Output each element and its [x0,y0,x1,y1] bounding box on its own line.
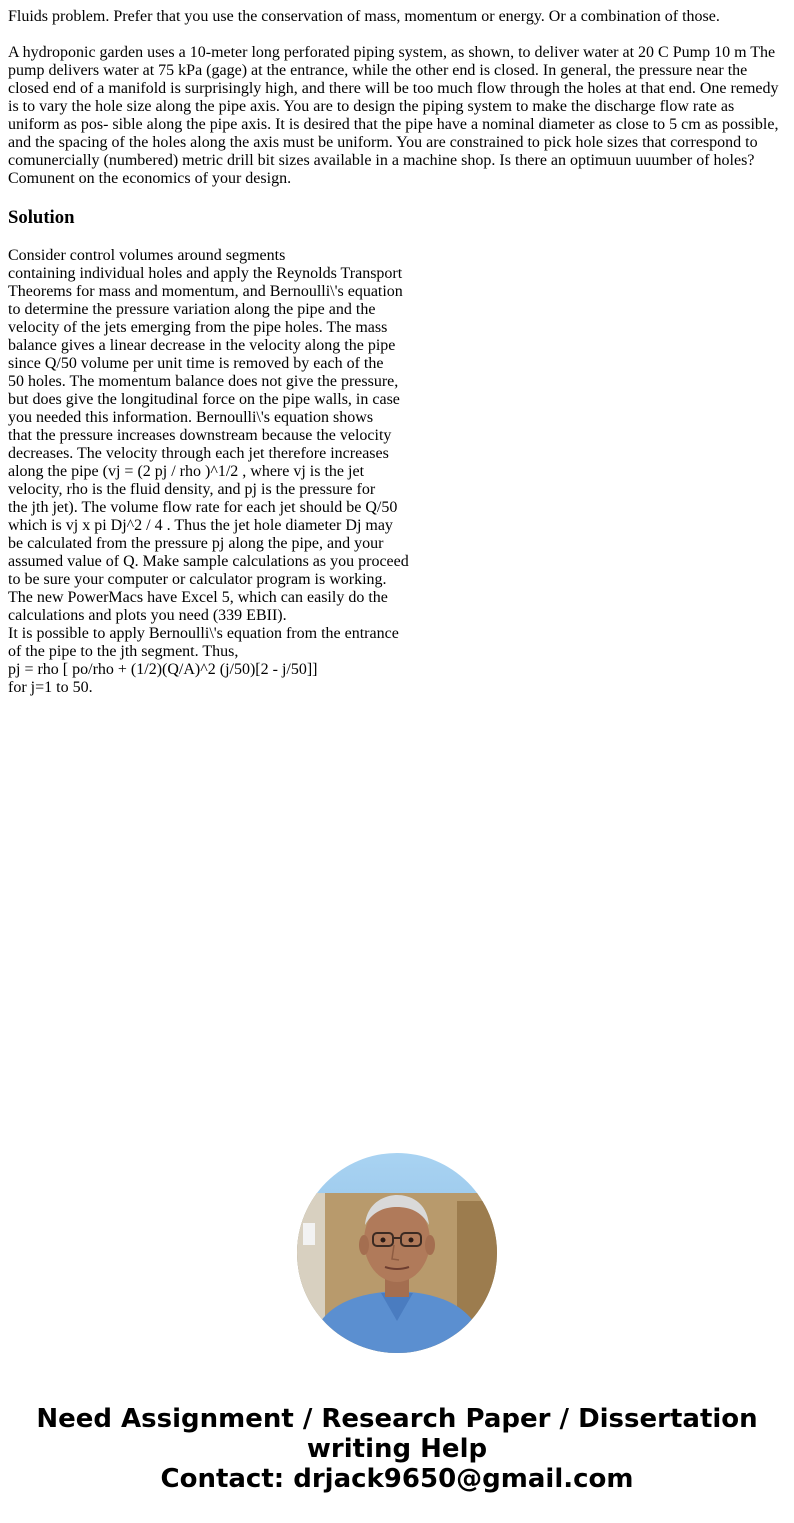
solution-line: The new PowerMacs have Excel 5, which can easily do the [8,589,388,606]
question-intro: Fluids problem. Prefer that you use the conservation of mass, momentum or energy. Or a combination of those. [8,8,720,25]
solution-line: velocity, rho is the fluid density, and pj is the pressure for [8,481,376,498]
person-portrait-icon [297,1153,497,1353]
solution-line: for j=1 to 50. [8,679,93,696]
solution-line: pj = rho [ po/rho + (1/2)(Q/A)^2 (j/50)[2 - j/50]] [8,661,318,678]
solution-line: of the pipe to the jth segment. Thus, [8,643,239,660]
solution-line: along the pipe (vj = (2 pj / rho )^1/2 , where vj is the jet [8,463,365,480]
solution-line: but does give the longitudinal force on the pipe walls, in case [8,391,400,408]
solution-line: balance gives a linear decrease in the velocity along the pipe [8,337,396,354]
solution-line: you needed this information. Bernoulli\'s equation shows [8,409,374,426]
promo-banner [0,1404,794,1494]
solution-line: Theorems for mass and momentum, and Bernoulli\'s equation [8,283,403,300]
solution-line: 50 holes. The momentum balance does not give the pressure, [8,373,399,390]
question-block [8,8,786,188]
solution-line: It is possible to apply Bernoulli\'s equation from the entrance [8,625,399,642]
page-content [8,8,786,697]
solution-line: which is vj x pi Dj^2 / 4 . Thus the jet hole diameter Dj may [8,517,393,534]
promo-line-1: Need Assignment / Research Paper / Dissertation [36,1404,758,1434]
solution-heading: Solution [8,207,75,228]
solution-line: since Q/50 volume per unit time is removed by each of the [8,355,384,372]
promo-line-2: writing Help [306,1434,488,1464]
solution-line: that the pressure increases downstream because the velocity [8,427,392,444]
solution-line: the jth jet). The volume flow rate for each jet should be Q/50 [8,499,398,516]
solution-line: containing individual holes and apply the Reynolds Transport [8,265,403,282]
question-body: A hydroponic garden uses a 10-meter long perforated piping system, as shown, to deliver water at 20 C Pump 10 m The pump delivers water at 75 kPa (gage) at the entrance, while the other end is closed. In general, the pressure near the closed end of a manifold is surprisingly high, and there will be too much flow through the holes at that end. One remedy is to vary the hole size along the pipe axis. You are to design the piping system to make the discharge flow rate as uniform as pos- sible along the pipe axis. It is desired that the pipe have a nominal diameter as close to 5 cm as possible, and the spacing of the holes along the axis must be uniform. You are constrained to pick hole sizes that correspond to comunercially (numbered) metric drill bit sizes available in a machine shop. Is there an optimuun uuumber of holes? Comunent on the economics of your design. [8,44,779,187]
solution-line: calculations and plots you need (339 EBII). [8,607,287,624]
solution-line: to determine the pressure variation along the pipe and the [8,301,376,318]
solution-line: velocity of the jets emerging from the pipe holes. The mass [8,319,388,336]
solution-line: be calculated from the pressure pj along the pipe, and your [8,535,384,552]
solution-line: assumed value of Q. Make sample calculations as you proceed [8,553,409,570]
solution-body [8,247,786,697]
author-avatar [297,1153,497,1353]
solution-line: decreases. The velocity through each jet therefore increases [8,445,389,462]
solution-line: to be sure your computer or calculator program is working. [8,571,387,588]
solution-line: Consider control volumes around segments [8,247,286,264]
promo-contact: Contact: drjack9650@gmail.com [160,1464,634,1494]
